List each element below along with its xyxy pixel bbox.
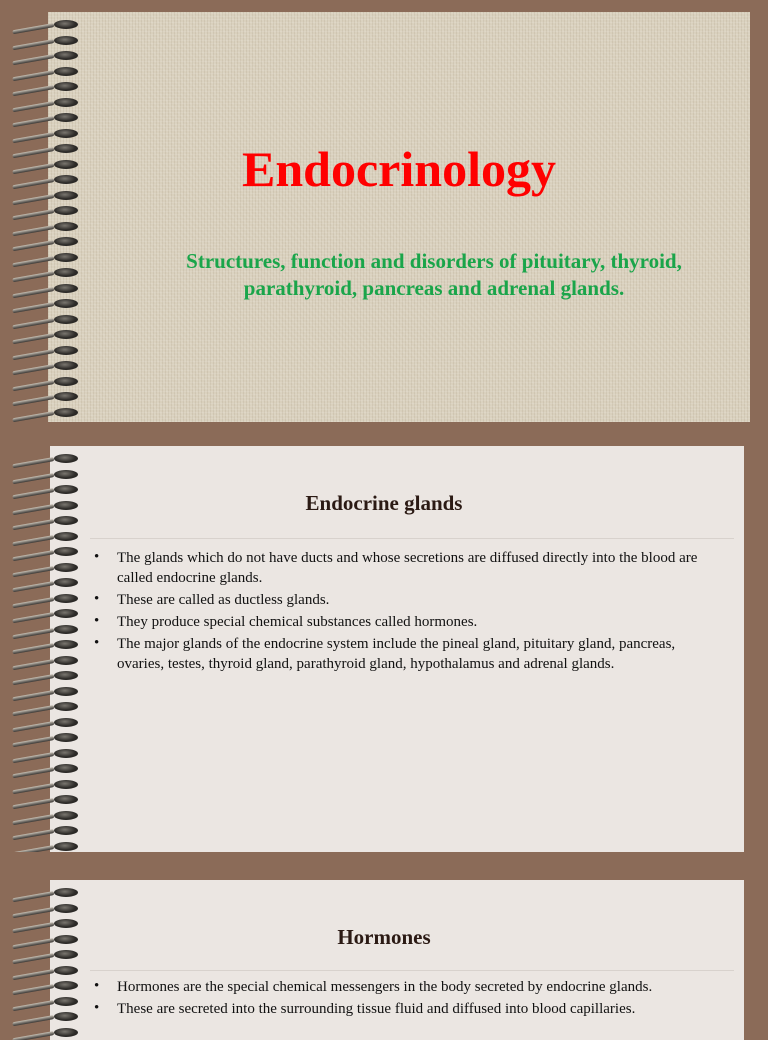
binding-ring-icon [12,995,82,1009]
binding-ring-icon [12,328,82,342]
bullet-text: Hormones are the special chemical messengers in the body secreted by endocrine glands. [117,979,653,995]
binding-ring-icon [12,793,82,807]
binding-ring-icon [12,49,82,63]
ring-hole [54,904,78,913]
title-slide [0,12,768,422]
list-item [92,590,722,610]
ring-hole [54,237,78,246]
ring-hole [54,950,78,959]
binding-ring-icon [12,375,82,389]
bullet-list [92,548,722,676]
binding-ring-icon [12,685,82,699]
binding-ring-icon [12,979,82,993]
ring-hole [54,997,78,1006]
ring-wire [12,411,54,422]
list-item [92,612,722,632]
ring-hole [54,687,78,696]
ring-hole [54,656,78,665]
slide-heading: Hormones [337,925,431,949]
binding-ring-icon [12,576,82,590]
ring-hole [54,299,78,308]
bullet-icon: • [94,978,100,994]
binding-ring-icon [12,638,82,652]
ring-hole [54,470,78,479]
hormones-slide [0,880,768,1040]
ring-hole [54,392,78,401]
binding-ring-icon [12,530,82,544]
bullet-list [92,977,722,1021]
ring-hole [54,346,78,355]
ring-hole [54,191,78,200]
ring-hole [54,966,78,975]
ring-hole [54,749,78,758]
bullet-text: These are secreted into the surrounding tissue fluid and diffused into blood capillaries. [117,1001,636,1017]
spiral-binding-icon [0,880,86,1040]
ring-hole [54,981,78,990]
binding-ring-icon [12,390,82,404]
ring-hole [54,284,78,293]
binding-ring-icon [12,251,82,265]
ring-hole [54,20,78,29]
binding-ring-icon [12,406,82,420]
slide-subtitle: Structures, function and disorders of pituitary, thyroid, parathyroid, pancreas and adrenal glands. [186,249,682,300]
binding-ring-icon [12,173,82,187]
binding-ring-icon [12,34,82,48]
ring-hole [54,361,78,370]
binding-ring-icon [12,158,82,172]
ring-hole [54,795,78,804]
bullet-text: The glands which do not have ducts and whose secretions are diffused directly into the blood are called endocrine glands. [117,550,698,586]
heading-divider [90,538,734,539]
binding-ring-icon [12,514,82,528]
binding-ring-icon [12,592,82,606]
list-item [92,999,722,1019]
ring-hole [54,82,78,91]
slide-paper [48,12,750,422]
ring-hole [54,733,78,742]
binding-ring-icon [12,545,82,559]
binding-ring-icon [12,747,82,761]
ring-hole [54,888,78,897]
ring-hole [54,547,78,556]
ring-hole [54,144,78,153]
ring-hole [54,609,78,618]
ring-hole [54,780,78,789]
ring-hole [54,1028,78,1037]
ring-hole [54,842,78,851]
ring-hole [54,315,78,324]
slide-heading: Endocrine glands [305,491,463,515]
ring-hole [54,625,78,634]
ring-hole [54,671,78,680]
ring-hole [54,1012,78,1021]
bullet-icon: • [94,549,100,565]
binding-ring-icon [12,111,82,125]
ring-hole [54,129,78,138]
ring-hole [54,67,78,76]
binding-ring-icon [12,282,82,296]
binding-ring-icon [12,468,82,482]
binding-ring-icon [12,142,82,156]
binding-ring-icon [12,452,82,466]
endocrine-glands-slide [0,446,768,852]
binding-ring-icon [12,1026,82,1040]
binding-ring-icon [12,127,82,141]
bullet-icon: • [94,613,100,629]
binding-ring-icon [12,840,82,853]
ring-hole [54,516,78,525]
binding-ring-icon [12,886,82,900]
ring-hole [54,253,78,262]
ring-hole [54,377,78,386]
ring-hole [54,640,78,649]
bullet-text: They produce special chemical substances called hormones. [117,614,478,630]
list-item [92,977,722,997]
ring-hole [54,160,78,169]
spiral-binding-icon [0,12,86,422]
binding-ring-icon [12,266,82,280]
list-item [92,634,722,674]
bullet-icon: • [94,591,100,607]
list-item [92,548,722,588]
binding-ring-icon [12,778,82,792]
ring-hole [54,330,78,339]
ring-hole [54,702,78,711]
binding-ring-icon [12,80,82,94]
binding-ring-icon [12,824,82,838]
ring-hole [54,175,78,184]
binding-ring-icon [12,809,82,823]
binding-ring-icon [12,65,82,79]
heading-divider [90,970,734,971]
ring-hole [54,532,78,541]
ring-hole [54,826,78,835]
binding-ring-icon [12,700,82,714]
slide-title: Endocrinology [242,141,556,197]
ring-hole [54,578,78,587]
ring-hole [54,51,78,60]
ring-hole [54,563,78,572]
binding-ring-icon [12,344,82,358]
ring-hole [54,408,78,417]
binding-ring-icon [12,654,82,668]
binding-ring-icon [12,762,82,776]
binding-ring-icon [12,902,82,916]
binding-ring-icon [12,359,82,373]
binding-ring-icon [12,731,82,745]
bullet-text: The major glands of the endocrine system include the pineal gland, pituitary gland, pancreas, ovaries, testes, thyroid gland, parathyroid gland, hypothalamus and adrenal glands. [117,636,676,672]
bullet-icon: • [94,635,100,651]
ring-hole [54,764,78,773]
binding-ring-icon [12,1010,82,1024]
binding-ring-icon [12,623,82,637]
binding-ring-icon [12,716,82,730]
binding-ring-icon [12,561,82,575]
binding-ring-icon [12,18,82,32]
binding-ring-icon [12,948,82,962]
ring-hole [54,811,78,820]
bullet-text: These are called as ductless glands. [117,592,330,608]
binding-ring-icon [12,204,82,218]
ring-hole [54,98,78,107]
binding-ring-icon [12,964,82,978]
ring-hole [54,268,78,277]
ring-hole [54,36,78,45]
binding-ring-icon [12,607,82,621]
ring-wire [12,1031,54,1040]
binding-ring-icon [12,313,82,327]
binding-ring-icon [12,96,82,110]
ring-hole [54,454,78,463]
binding-ring-icon [12,220,82,234]
binding-ring-icon [12,297,82,311]
ring-hole [54,594,78,603]
ring-hole [54,718,78,727]
ring-hole [54,206,78,215]
ring-hole [54,113,78,122]
binding-ring-icon [12,669,82,683]
ring-hole [54,222,78,231]
bullet-icon: • [94,1000,100,1016]
binding-ring-icon [12,235,82,249]
binding-ring-icon [12,189,82,203]
ring-wire [12,845,54,852]
